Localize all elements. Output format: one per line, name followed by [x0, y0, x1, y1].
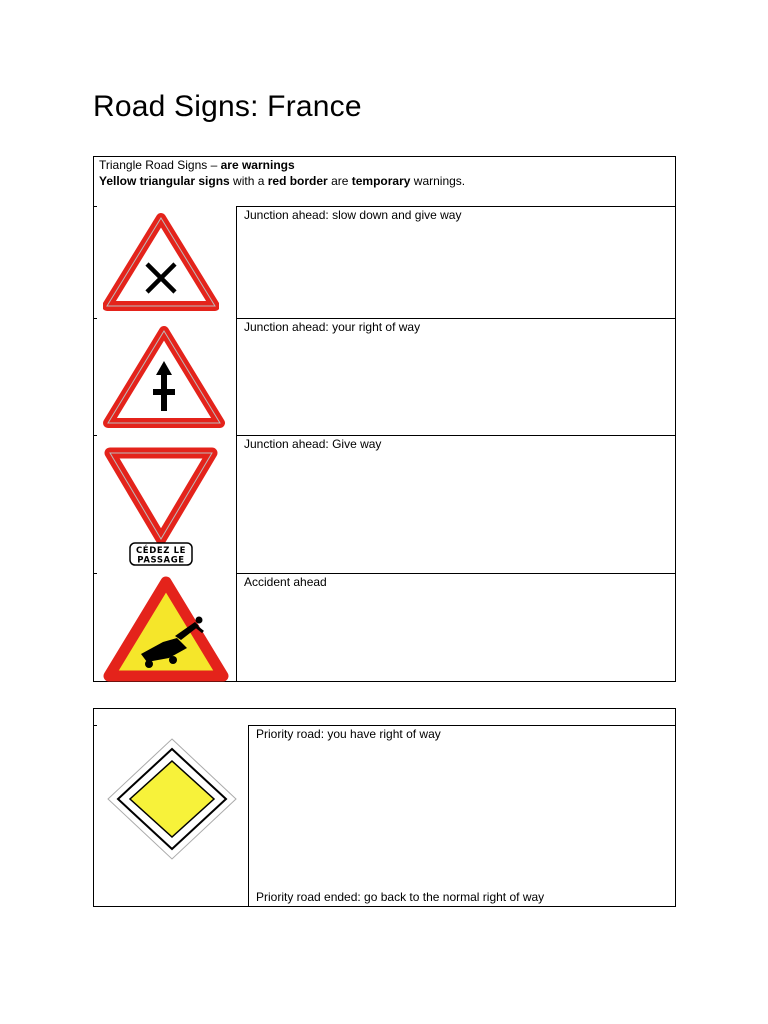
- table-header-line-1: Triangle Road Signs – are warnings: [99, 158, 295, 172]
- page-title: Road Signs: France: [93, 90, 362, 123]
- table-header-line-2: Yellow triangular signs with a red border are temporary warnings.: [99, 174, 466, 188]
- yield-plate-line-2: PASSAGE: [137, 555, 185, 566]
- yield-plate-line-1: CÉDEZ LE: [135, 546, 187, 556]
- junction-right-of-way-sign: [103, 325, 225, 429]
- row-3-description: Junction ahead: Give way: [244, 437, 382, 451]
- yield-sign: [104, 447, 218, 571]
- row-2-description: Junction ahead: your right of way: [244, 320, 421, 334]
- row-4-description: Accident ahead: [244, 575, 327, 589]
- priority-road-sign: [106, 737, 238, 861]
- row-1-description: Junction ahead: slow down and give way: [244, 208, 462, 222]
- priority-road-ended-description: Priority road ended: go back to the normal right of way: [256, 890, 545, 904]
- junction-give-way-sign: [103, 212, 219, 312]
- priority-road-description: Priority road: you have right of way: [256, 727, 441, 741]
- accident-ahead-sign: [103, 576, 229, 682]
